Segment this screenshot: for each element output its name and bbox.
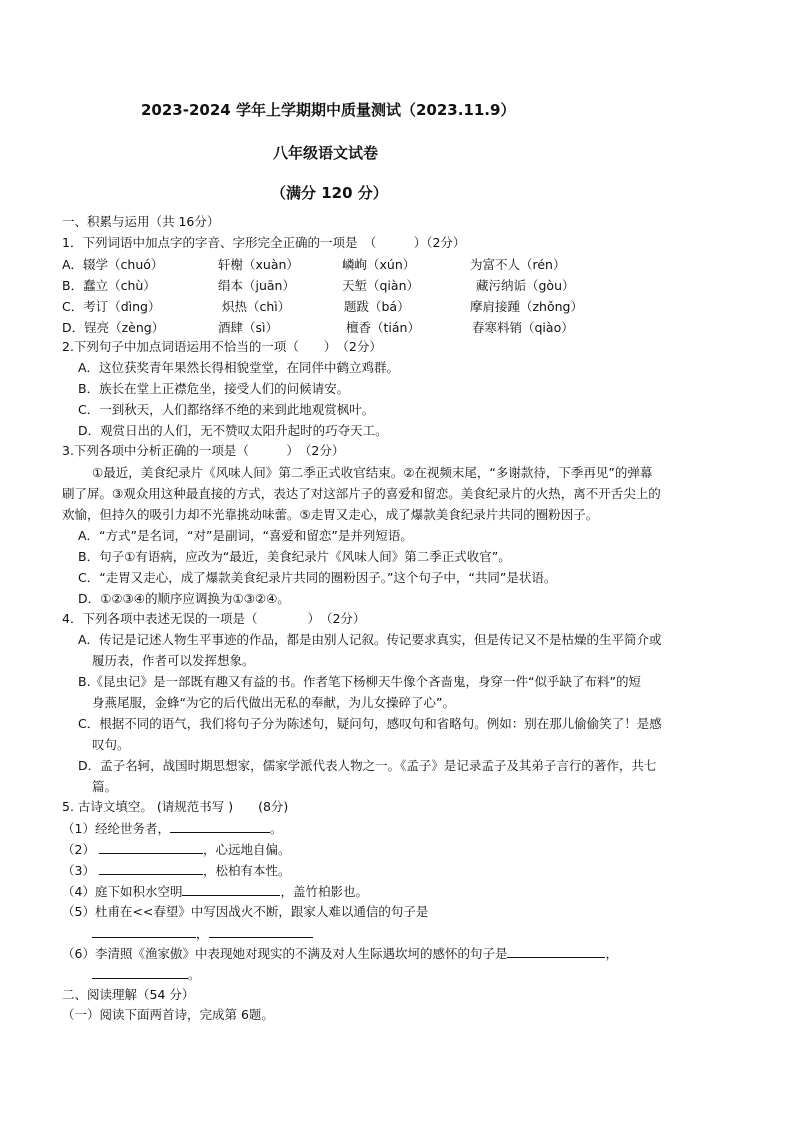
q3-option-c: C．“走胃又走心，成了爆款美食纪录片共同的圈粉因子。”这个句子中，“共同”是状语。 [78, 570, 557, 585]
answer-blank[interactable] [92, 965, 188, 979]
q1-b-word-1: B．蠢立（chù） [62, 278, 156, 293]
q5-item-6 [62, 944, 618, 963]
section-heading-1: 一、积累与运用（共 16分） [62, 214, 220, 229]
q3-option-b: B．句子①有语病，应改为“最近，美食纪录片《风味人间》第二季正式收官”。 [78, 549, 511, 564]
q3-passage-line-3: 欢愉，但持久的吸引力却不光靠挑动味蕾。⑤走胃又走心，成了爆款美食纪录片共同的圈粉因子。 [62, 507, 599, 522]
q1-c-word-3: 题跋（bá） [344, 299, 410, 314]
q1-a-word-1: A．辍学（chuó） [62, 257, 164, 272]
question-3-stem: 3.下列各项中分析正确的一项是（ ） （2分） [62, 443, 345, 458]
q5-item-6-blank [92, 965, 201, 984]
q3-passage-line-1: ①最近，美食纪录片《风味人间》第二季正式收官结束。②在视频末尾，“多谢款待，下季再见”的弹幕 [92, 465, 653, 480]
exam-subtitle: 八年级语文试卷 [273, 144, 379, 162]
answer-blank[interactable] [182, 882, 280, 896]
q1-a-word-4: 为富不人（rén） [470, 257, 566, 272]
q4-option-a-line-2: 履历表，作者可以发挥想象。 [92, 653, 255, 668]
q5-item-4-text: （4）庭下如积水空明 [62, 884, 183, 899]
q1-d-word-3: 檀香（tián） [346, 320, 420, 335]
q5-item-5-comma: ， [196, 926, 209, 941]
q5-item-3-end: ，松柏有本性。 [202, 863, 291, 878]
q3-passage-line-2: 刷了屏。③观众用这种最直接的方式，表达了对这部片子的喜爱和留恋。美食纪录片的火热，离不开舌尖上的 [62, 486, 661, 501]
question-4-stem: 4．下列各项中表述无误的一项是（ ） （2分） [62, 611, 366, 626]
q2-option-a: A．这位获奖青年果然长得相貌堂堂，在同伴中鹤立鸡群。 [78, 360, 400, 375]
q4-option-a-line-1: A．传记是记述人物生平事迹的作品，都是由别人记叙。传记要求真实，但是传记又不是枯燥的生平简介或 [78, 632, 662, 647]
q3-option-d: D．①②③④的顺序应调换为①③②④。 [78, 591, 290, 606]
q1-d-word-1: D．锃亮（zèng） [62, 320, 165, 335]
q5-item-2-text: （2） [62, 842, 95, 857]
section-heading-2: 二、阅读理解（54 分） [62, 987, 195, 1002]
q1-c-word-4: 摩肩接踵（zhǒng） [470, 299, 583, 314]
q5-item-1 [62, 819, 282, 838]
q5-item-5 [62, 903, 428, 921]
q1-b-word-4: 藏污纳诟（gòu） [476, 278, 575, 293]
q5-item-1-text: （1）经纶世务者， [62, 821, 170, 836]
q4-option-d-line-1: D．孟子名轲，战国时期思想家，儒家学派代表人物之一。《孟子》是记录孟子及其弟子言行的著作，共七 [78, 758, 657, 773]
q4-option-c-line-2: 叹句。 [92, 737, 130, 752]
q2-option-d: D．观赏日出的人们，无不赞叹太阳升起时的巧夺天工。 [78, 423, 388, 438]
answer-blank[interactable] [507, 944, 605, 958]
question-2-stem: 2.下列句子中加点词语运用不恰当的一项（ ） （2分） [62, 339, 382, 354]
q4-option-b-line-2: 身燕尾服，金蜂“为它的后代做出无私的奉献，为儿女操碎了心”。 [92, 695, 455, 710]
answer-blank[interactable] [209, 924, 313, 938]
q3-option-a: A．“方式”是名词，“对”是副词，“喜爱和留恋”是并列短语。 [78, 528, 413, 543]
q5-item-1-end: 。 [269, 821, 283, 836]
q4-option-b-line-1: B.《昆虫记》是一部既有趣又有益的书。作者笔下杨柳天牛像个吝啬鬼，身穿一件“似乎缺了布料”的短 [78, 674, 642, 689]
q5-item-6-text: （6）李清照《渔家傲》中表现她对现实的不满及对人生际遇坎坷的感怀的句子是 [62, 946, 508, 961]
q5-item-6-comma: ， [605, 946, 618, 961]
q5-item-2-end: ，心远地自偏。 [202, 842, 291, 857]
section-2-subheading: （一）阅读下面两首诗，完成第 6题。 [62, 1007, 274, 1022]
answer-blank[interactable] [99, 840, 203, 854]
q1-d-word-4: 春寒料销（qiào） [472, 320, 574, 335]
q1-c-word-2: 炽热（chì） [222, 299, 291, 314]
q1-d-word-2: 酒肆（sì） [218, 320, 278, 335]
q4-option-d-line-2: 篇。 [92, 779, 118, 794]
q5-item-5-text: （5）杜甫在<<春望》中写因战火不断，跟家人难以通信的句子是 [62, 904, 429, 919]
answer-blank[interactable] [92, 924, 196, 938]
total-score: （满分 120 分） [271, 184, 388, 202]
q5-item-2 [62, 840, 290, 859]
q5-item-3-text: （3） [62, 863, 95, 878]
q5-item-4-end: ，盖竹柏影也。 [280, 884, 368, 899]
q5-item-3 [62, 861, 290, 880]
q2-option-b: B．族长在堂上正襟危坐，接受人们的问候请安。 [78, 381, 350, 396]
q5-item-4 [62, 882, 368, 901]
answer-blank[interactable] [170, 819, 270, 833]
q1-b-word-2: 绢本（juān） [218, 278, 295, 293]
q4-option-c-line-1: C．根据不同的语气，我们将句子分为陈述句，疑问句，感叹句和省略句。例如：别在那儿偷偷笑了！是感 [78, 716, 662, 731]
q1-a-word-3: 嶙峋（xún） [342, 257, 416, 272]
answer-blank[interactable] [99, 861, 203, 875]
q1-a-word-2: 轩榭（xuàn） [218, 257, 299, 272]
question-5-stem: 5. 古诗文填空。 (请规范书写 ) (8分) [62, 799, 289, 814]
q1-b-word-3: 天堑（qiàn） [342, 278, 419, 293]
q5-item-6-end: 。 [188, 967, 201, 982]
q1-c-word-1: C．考订（dìng） [62, 299, 161, 314]
exam-title: 2023-2024 学年上学期期中质量测试（2023.11.9） [141, 101, 516, 119]
q2-option-c: C．一到秋天，人们都络绎不绝的来到此地观赏枫叶。 [78, 402, 375, 417]
question-1-stem: 1．下列词语中加点字的字音、字形完全正确的一项是 （ ）（2分） [62, 235, 466, 250]
q5-item-5-blanks [92, 924, 313, 943]
